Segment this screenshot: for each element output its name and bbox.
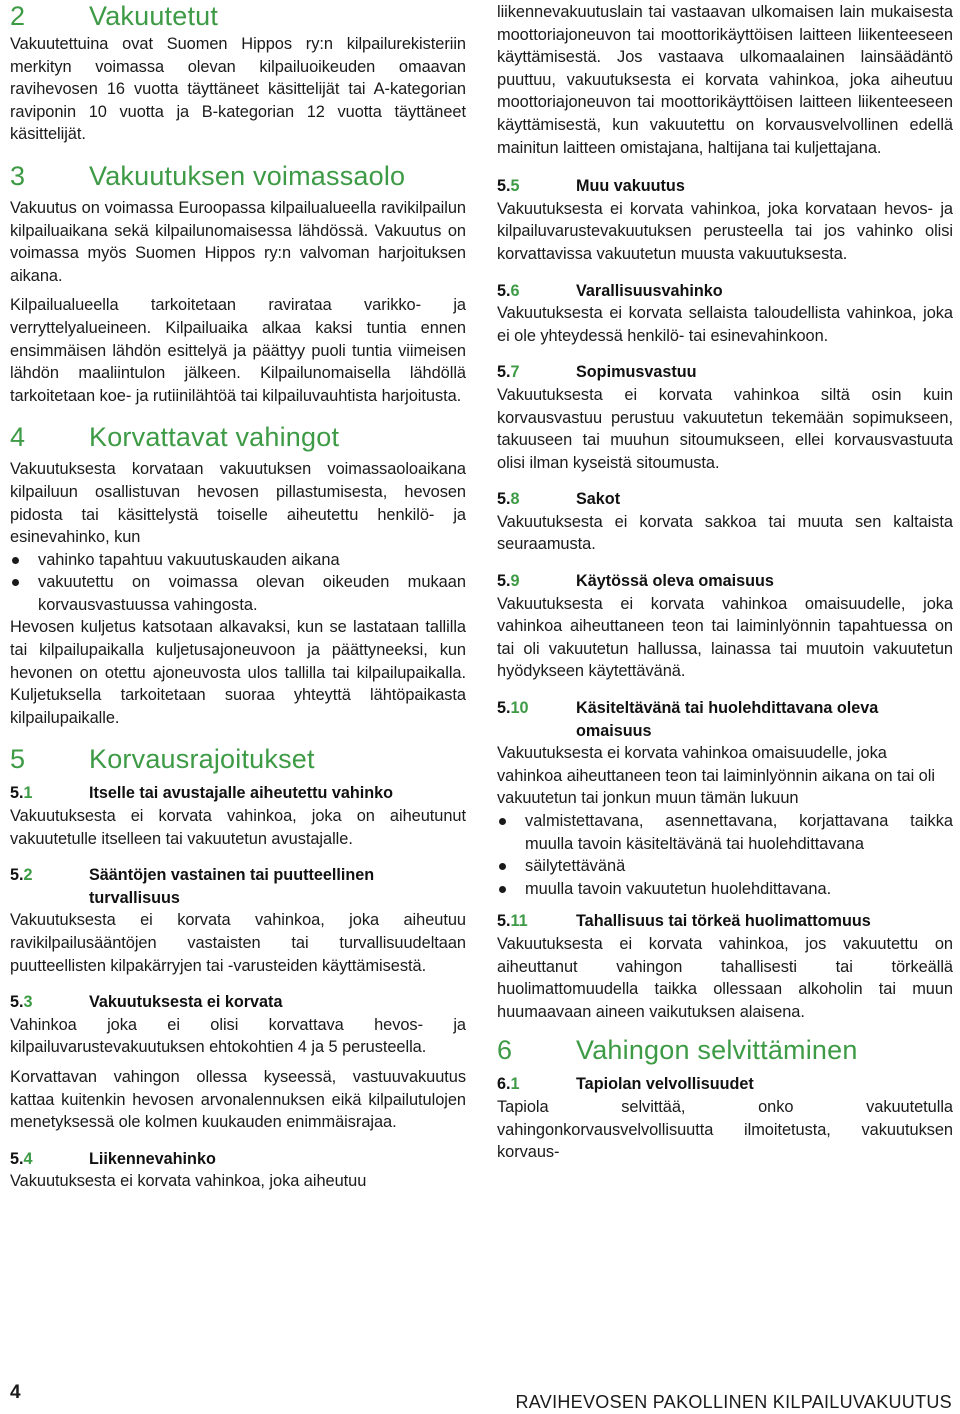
list-item: vakuutettu on voimassa olevan oikeuden mukaan korvausvastuussa vahingosta. — [10, 571, 466, 616]
section-5-2-text: Vakuutuksesta ei korvata vahinkoa, joka aiheutuu ravikilpailusääntöjen vastaisten tai turvallisuudeltaan puutteellisten kilpakärryjen tai -varusteiden käyttämisestä. — [10, 911, 466, 975]
section-5-6-text: Vakuutuksesta ei korvata sellaista taloudellista vahinkoa, joka ei ole yhteydessä henkilö- tai esinevahinkoon. — [497, 304, 953, 345]
section-5-9-heading: 5.9 Käytössä oleva omaisuus — [497, 572, 774, 591]
page-number: 4 — [10, 1382, 21, 1403]
section-6-1-text: Tapiola selvittää, onko vakuutetulla vahingonkorvausvelvollisuutta ilmoitetusta, vakuutuksen korvaus- — [497, 1097, 953, 1162]
list-item: vahinko tapahtuu vakuutuskauden aikana — [10, 549, 466, 572]
section-2-text: Vakuutettuina ovat Suomen Hippos ry:n kilpailurekisteriin merkityn voimassa olevan kilpailuoikeuden omaavan ravihevosen 16 vuotta täyttäneet käsittelijät tai A-kategorian raviponin 10 vuotta ja B-kategorian 12 vuotta täyttäneet käsittelijät. — [10, 35, 466, 144]
section-5-11-text: Vakuutuksesta ei korvata vahinkoa, jos vakuutettu on aiheuttanut vahingon tahallisesti tai törkeällä huolimattomuudella taikka ollessaan alkoholin tai muun huumaavaan aineen vaikutuksen alaisena. — [497, 934, 953, 1021]
section-3-text-1: Vakuutus on voimassa Euroopassa kilpailualueella ravikilpailun kilpailuaikana sekä kilpailunomaisessa lähdössä. Vakuutus on voimassa myös Suomen Hippos ry:n valvoman harjoituksen aikana. — [10, 198, 466, 285]
section-3-heading: 3 Vakuutuksen voimassaolo — [10, 160, 406, 191]
section-5-6-heading: 5.6 Varallisuusvahinko — [497, 281, 723, 300]
section-5-10-heading: 5.10 Käsiteltävänä tai huolehdittavana oleva omaisuus — [497, 699, 879, 740]
section-4-text-1: Vakuutuksesta korvataan vakuutuksen voimassaoloaikana kilpailuun osallistuvan hevosen pillastumisesta, hevosen pidosta tai käsittelystä toiselle aiheutettu henkilö- ja esinevahinko, kun — [10, 460, 466, 547]
section-5-1-heading: 5.1 Itselle tai avustajalle aiheutettu vahinko — [10, 784, 394, 803]
section-5-7-heading: 5.7 Sopimusvastuu — [497, 363, 697, 382]
section-5-9-text: Vakuutuksesta ei korvata vahinkoa omaisuudelle, joka vahinkoa aiheuttaneen teon tai laiminlyönnin tapahtuessa on tai oli vakuutetun hallussa, lainassa tai muutoin vakuutetun hyödykseen käytettävänä. — [497, 594, 953, 681]
section-5-10-bullets — [497, 810, 953, 900]
section-5-3-heading: 5.3 Vakuutuksesta ei korvata — [10, 993, 283, 1012]
section-5-10-text: Vakuutuksesta ei korvata vahinkoa omaisuudelle, joka vahinkoa aiheuttaneen teon tai laiminlyönnin aikana on tai oli vakuutetun tai jonkun muun tämän lukuun — [497, 744, 935, 808]
document-title: RAVIHEVOSEN PAKOLLINEN KILPAILUVAKUUTUS — [515, 1392, 952, 1412]
section-5-2-heading: 5.2 Sääntöjen vastainen tai puutteellinen turvallisuus — [10, 866, 375, 907]
section-5-heading: 5 Korvausrajoitukset — [10, 744, 315, 775]
section-5-3-text-1: Vahinkoa joka ei olisi korvattava hevos- ja kilpailuvarustevakuutuksen ehtokohtien 4 ja 5 perusteella. — [10, 1015, 466, 1057]
right-column — [497, 0, 953, 1164]
section-5-11-heading: 5.11 Tahallisuus tai törkeä huolimattomuus — [497, 912, 871, 931]
section-4-text-2: Hevosen kuljetus katsotaan alkavaksi, kun se lastataan tallilla tai kilpailupaikalla kuljetusajoneuvoon ja päättyneeksi, kun hevonen on otettu ajoneuvosta ulos tallilla tai kilpailupaikalla. Kuljetuksella tarkoitetaan suoraa yhteyttä lähtöpaikasta kilpailupaikalle. — [10, 618, 466, 727]
section-5-7-text: Vakuutuksesta ei korvata vahinkoa siltä osin kuin korvausvastuu perustuu vakuutetun tekemään sopimukseen, takuuseen tai muuhun sitoumukseen, ellei korvausvastuuta olisi ilman kyseistä sitoumusta. — [497, 385, 953, 472]
section-6-1-heading: 6.1 Tapiolan velvollisuudet — [497, 1075, 754, 1094]
section-5-5-text: Vakuutuksesta ei korvata vahinkoa, joka korvataan hevos- ja kilpailuvarustevakuutuksen perusteella tai jos vahinko olisi korvattavissa vakuutetun muusta vakuutuksesta. — [497, 199, 953, 263]
section-5-4-heading: 5.4 Liikennevahinko — [10, 1149, 216, 1168]
section-5-5-heading: 5.5 Muu vakuutus — [497, 177, 685, 196]
list-item: säilytettävänä — [497, 855, 953, 878]
section-3-text-2: Kilpailualueella tarkoitetaan ravirataa varikko- ja verryttelyalueineen. Kilpailuaika alkaa kaksi tuntia ennen ensimmäisen lähdön esittelyä ja päättyy puoli tuntia viimeisen lähdön maaliintulon jälkeen. Kilpailunomaisella lähdöllä tarkoitetaan koe- ja rutiinilähtöä tai kilpailuvauhtista harjoitusta. — [10, 296, 466, 405]
section-5-3-text-2: Korvattavan vahingon ollessa kyseessä, vastuuvakuutus kattaa kuitenkin hevosen arvonalennuksen eikä kilpailutulojen menetyksessä ole kolmen kuukauden enimmäisrajaa. — [10, 1067, 466, 1132]
section-5-4-text-continued: liikennevakuutuslain tai vastaavan ulkomaisen lain mukaisesta moottoriajoneuvon tai moottorikäyttöisen laitteen liikenteeseen käyttämisestä. Jos vastaava ulkomaalainen lainsäädäntö puuttuu, vakuutuksesta ei korvata vahinkoa, joka aiheutuu moottoriajoneuvon tai moottorikäyttöisen laitteen liikenteeseen käyttämisestä, kun vakuutettu on korvausvelvollinen edellä mainitun laitteen omistajana, haltijana tai kuljettajana. — [497, 3, 953, 157]
list-item: muulla tavoin vakuutetun huolehdittavana. — [497, 878, 953, 901]
section-5-8-heading: 5.8 Sakot — [497, 490, 621, 509]
section-6-heading: 6 Vahingon selvittäminen — [497, 1035, 858, 1066]
section-4-heading: 4 Korvattavat vahingot — [10, 422, 340, 453]
section-2-heading: 2 Vakuutetut — [10, 1, 219, 31]
section-5-8-text: Vakuutuksesta ei korvata sakkoa tai muuta sen kaltaista seuraamusta. — [497, 512, 953, 554]
section-5-1-text: Vakuutuksesta ei korvata vahinkoa, joka on aiheutunut vakuutetulle itselleen tai vakuutetun avustajalle. — [10, 807, 466, 848]
left-column — [10, 0, 466, 1193]
section-4-bullets — [10, 549, 466, 617]
section-5-4-text: Vakuutuksesta ei korvata vahinkoa, joka aiheutuu — [10, 1172, 367, 1191]
list-item: valmistettavana, asennettavana, korjattavana taikka muulla tavoin käsiteltävänä tai huolehdittavana — [497, 810, 953, 855]
